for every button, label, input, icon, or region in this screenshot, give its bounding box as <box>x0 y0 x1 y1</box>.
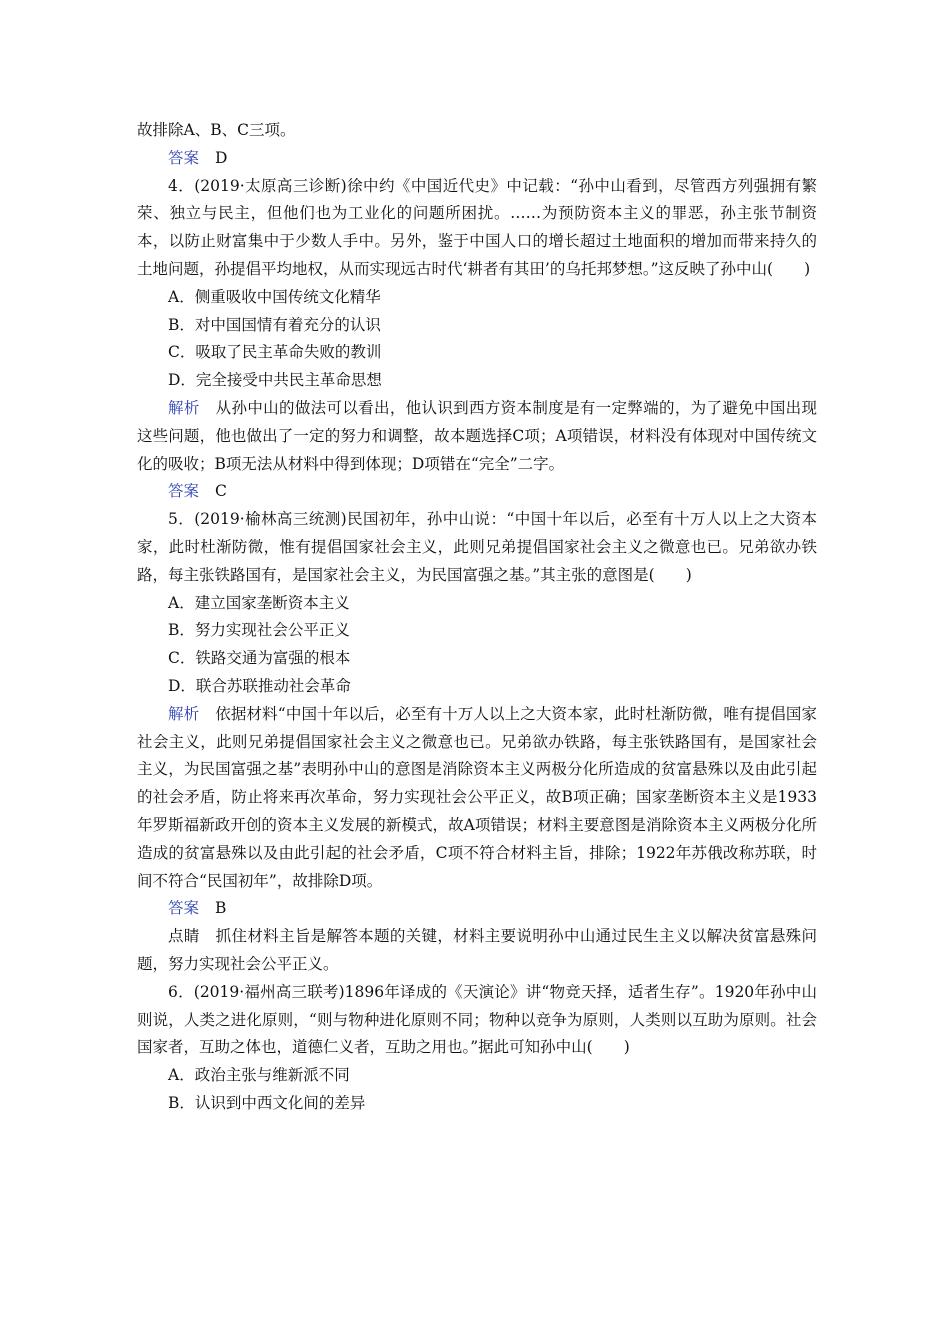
note-text: 抓住材料主旨是解答本题的关键，材料主要说明孙中山通过民生主义以解决贫富悬殊问题，努力实现社会公平正义。 <box>137 927 817 973</box>
answer-label: 答案 <box>168 482 200 501</box>
answer-option: A．政治主张与维新派不同 <box>168 1066 350 1085</box>
answer-option: D．完全接受中共民主革命思想 <box>168 371 382 390</box>
analysis-paragraph <box>137 395 817 478</box>
answer-text: D <box>215 148 228 167</box>
answer-option: B．认识到中西文化间的差异 <box>168 1093 366 1112</box>
analysis-paragraph <box>137 701 817 896</box>
answer-option: D．联合苏联推动社会革命 <box>168 676 351 695</box>
answer-text: B <box>215 899 227 918</box>
note-paragraph <box>137 923 817 979</box>
answer-line <box>137 478 817 506</box>
answer-label: 答案 <box>168 899 200 918</box>
note-label: 点睛 <box>168 927 200 946</box>
question-stem: 6．(2019·福州高三联考)1896年译成的《天演论》讲“物竞天择，适者生存”。1920年孙中山则说，人类之进化原则，“则与物种进化原则不同；物种以竞争为原则，人类则以互助为原则。社会国家者，互助之体也，道德仁义者，互助之用也。”据此可知孙中山( ) <box>137 982 817 1057</box>
answer-label: 答案 <box>168 148 200 167</box>
analysis-label: 解析 <box>168 398 200 417</box>
answer-option: C．铁路交通为富强的根本 <box>168 649 351 668</box>
answer-line <box>137 895 817 923</box>
document-body <box>137 117 817 1118</box>
answer-line <box>137 145 817 173</box>
answer-option: B．对中国国情有着充分的认识 <box>168 315 381 334</box>
answer-text: C <box>215 482 227 501</box>
answer-option: B．努力实现社会公平正义 <box>168 621 350 640</box>
text-paragraph: 故排除A、B、C三项。 <box>137 121 296 139</box>
question-stem: 5．(2019·榆林高三统测)民国初年，孙中山说：“中国十年以后，必至有十万人以上之大资本家，此时杜渐防微，惟有提倡国家社会主义，此则兄弟提倡国家社会主义之微意也已。兄弟欲办铁路，每主张铁路国有，是国家社会主义，为民国富强之基。”其主张的意图是( ) <box>137 510 817 584</box>
analysis-label: 解析 <box>168 704 200 723</box>
answer-option: C．吸取了民主革命失败的教训 <box>168 343 382 362</box>
answer-option: A．建立国家垄断资本主义 <box>168 593 350 612</box>
answer-option: A．侧重吸收中国传统文化精华 <box>168 287 381 306</box>
analysis-text: 从孙中山的做法可以看出，他认识到西方资本制度是有一定弊端的，为了避免中国出现这些问题，他也做出了一定的努力和调整，故本题选择C项；A项错误，材料没有体现对中国传统文化的吸收；B项无法从材料中得到体现；D项错在“完全”二字。 <box>137 398 817 473</box>
question-stem: 4．(2019·太原高三诊断)徐中约《中国近代史》中记载：“孙中山看到，尽管西方列强拥有繁荣、独立与民主，但他们也为工业化的问题所困扰。……为预防资本主义的罪恶，孙主张节制资本，以防止财富集中于少数人手中。另外，鉴于中国人口的增长超过土地面积的增加而带来持久的土地问题，孙提倡平均地权，从而实现远古时代‘耕者有其田’的乌托邦梦想。”这反映了孙中山( ) <box>137 176 817 278</box>
analysis-text: 依据材料“中国十年以后，必至有十万人以上之大资本家，此时杜渐防微，唯有提倡国家社会主义，此则兄弟提倡国家社会主义之微意也已。兄弟欲办铁路，每主张铁路国有，是国家社会主义，为民国富强之基”表明孙中山的意图是消除资本主义两极分化所造成的贫富悬殊以及由此引起的社会矛盾，防止将来再次革命，努力实现社会公平正义，故B项正确；国家垄断资本主义是1933年罗斯福新政开创的资本主义发展的新模式，故A项错误；材料主要意图是消除资本主义两极分化所造成的贫富悬殊以及由此引起的社会矛盾，C项不符合材料主旨，排除；1922年苏俄改称苏联，时间不符合“民国初年”，故排除D项。 <box>137 704 817 890</box>
